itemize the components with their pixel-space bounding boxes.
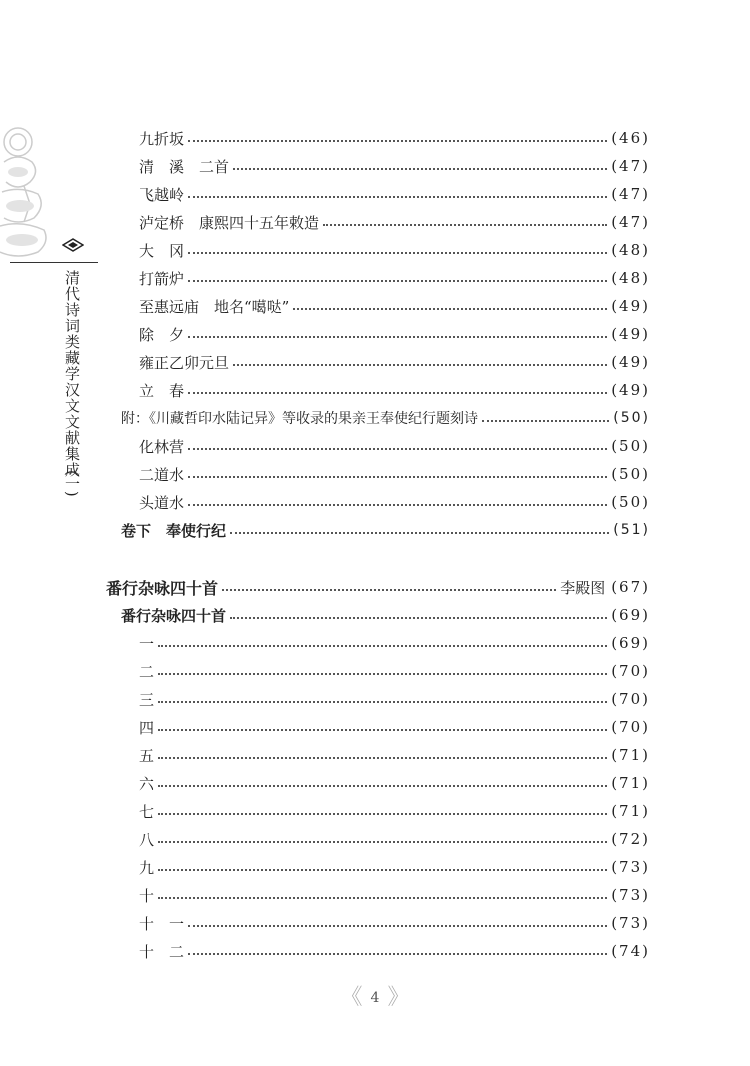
dot-leader xyxy=(230,617,607,619)
dot-leader xyxy=(158,645,607,647)
entry-page: (73) xyxy=(611,858,650,876)
entry-title: 番行杂咏四十首 xyxy=(121,606,227,625)
entry-title: 雍正乙卯元旦 xyxy=(139,353,230,372)
entry-page: (50) xyxy=(611,465,650,483)
entry-page: (49) xyxy=(611,297,650,315)
toc-entry[interactable] xyxy=(139,828,650,850)
dot-leader xyxy=(188,504,607,506)
entry-title: 十 二 xyxy=(139,942,185,961)
entry-page: (51) xyxy=(613,522,650,538)
entry-page: (50) xyxy=(611,437,650,455)
series-title: 清代诗词类藏学汉文文献集成 xyxy=(63,270,81,478)
toc-entry[interactable] xyxy=(139,127,650,149)
dot-leader xyxy=(188,280,607,282)
side-divider xyxy=(10,262,98,263)
entry-page: (71) xyxy=(611,746,650,764)
page-folio xyxy=(340,986,410,1010)
entry-page: (49) xyxy=(611,353,650,371)
dot-leader xyxy=(188,392,607,394)
entry-title: 至惠远庙 地名“噶哒” xyxy=(139,297,290,316)
section-title: 番行杂咏四十首 xyxy=(106,578,219,598)
entry-title: 三 xyxy=(139,690,155,709)
dot-leader xyxy=(188,336,607,338)
dot-leader xyxy=(158,785,607,787)
dot-leader xyxy=(158,729,607,731)
toc-section-heading[interactable] xyxy=(106,576,650,598)
toc-entry[interactable] xyxy=(139,940,650,962)
entry-page: (50) xyxy=(613,410,650,426)
entry-title: 大 冈 xyxy=(139,241,185,260)
entry-title: 七 xyxy=(139,802,155,821)
toc-entry[interactable] xyxy=(139,772,650,794)
entry-page: (72) xyxy=(611,830,650,848)
entry-title: 十 xyxy=(139,886,155,905)
entry-page: (70) xyxy=(611,690,650,708)
dot-leader xyxy=(158,841,607,843)
entry-page: (47) xyxy=(611,157,650,175)
toc-entry[interactable] xyxy=(139,716,650,738)
dot-leader xyxy=(482,420,609,422)
entry-title: 清 溪 二首 xyxy=(139,157,230,176)
entry-page: (48) xyxy=(611,241,650,259)
chevron-right-ornament-icon: 》 xyxy=(387,985,410,1010)
dot-leader xyxy=(293,308,607,310)
dot-leader xyxy=(233,168,607,170)
entry-title: 九折坂 xyxy=(139,129,185,148)
entry-title: 八 xyxy=(139,830,155,849)
toc-entry[interactable] xyxy=(139,295,650,317)
entry-page: (70) xyxy=(611,718,650,736)
entry-page: (71) xyxy=(611,802,650,820)
dot-leader xyxy=(158,673,607,675)
page-number: 4 xyxy=(370,990,380,1006)
entry-page: (50) xyxy=(611,493,650,511)
volume-label: (一) xyxy=(63,470,81,497)
dot-leader xyxy=(222,589,556,591)
toc-entry[interactable] xyxy=(139,183,650,205)
toc-entry[interactable] xyxy=(139,688,650,710)
entry-title: 除 夕 xyxy=(139,325,185,344)
dot-leader xyxy=(188,252,607,254)
toc-entry[interactable] xyxy=(139,379,650,401)
entry-title: 化林营 xyxy=(139,437,185,456)
toc-entry[interactable] xyxy=(139,884,650,906)
dot-leader xyxy=(323,224,607,226)
dot-leader xyxy=(188,448,607,450)
dot-leader xyxy=(158,869,607,871)
entry-title: 六 xyxy=(139,774,155,793)
dot-leader xyxy=(233,364,607,366)
entry-page: (73) xyxy=(611,886,650,904)
entry-title: 打箭炉 xyxy=(139,269,185,288)
toc-entry[interactable] xyxy=(139,491,650,513)
entry-title: 一 xyxy=(139,634,155,653)
toc-entry[interactable] xyxy=(139,155,650,177)
entry-page: (48) xyxy=(611,269,650,287)
entry-title: 飞越岭 xyxy=(139,185,185,204)
section-author: 李殿图 xyxy=(560,578,606,597)
dot-leader xyxy=(188,953,607,955)
toc-entry[interactable] xyxy=(139,744,650,766)
entry-page: (69) xyxy=(611,606,650,624)
entry-page: (69) xyxy=(611,634,650,652)
toc-entry[interactable] xyxy=(139,239,650,261)
dot-leader xyxy=(230,532,609,534)
entry-title: 卷下 奉使行纪 xyxy=(121,521,227,540)
toc-entry[interactable] xyxy=(139,856,650,878)
dot-leader xyxy=(188,140,607,142)
toc-entry[interactable] xyxy=(139,660,650,682)
dot-leader xyxy=(158,813,607,815)
diamond-ornament-icon xyxy=(62,238,84,252)
entry-title: 四 xyxy=(139,718,155,737)
entry-page: (73) xyxy=(611,914,650,932)
toc-entry[interactable] xyxy=(139,211,650,233)
toc-subsection[interactable] xyxy=(121,604,650,626)
entry-page: (70) xyxy=(611,662,650,680)
toc-entry-juan[interactable] xyxy=(121,519,650,541)
entry-page: (67) xyxy=(611,578,650,596)
entry-page: (49) xyxy=(611,325,650,343)
entry-page: (49) xyxy=(611,381,650,399)
entry-title: 头道水 xyxy=(139,493,185,512)
toc-entry[interactable] xyxy=(139,323,650,345)
toc-entry[interactable] xyxy=(139,267,650,289)
dot-leader xyxy=(188,925,607,927)
toc-entry[interactable] xyxy=(139,351,650,373)
toc-entry[interactable] xyxy=(139,463,650,485)
dot-leader xyxy=(158,757,607,759)
entry-title: 二 xyxy=(139,662,155,681)
toc-entry[interactable] xyxy=(139,435,650,457)
entry-title: 附：《川藏哲印水陆记异》等收录的果亲王奉使纪行题刻诗 xyxy=(121,411,478,427)
dot-leader xyxy=(188,476,607,478)
dot-leader xyxy=(188,196,607,198)
entry-title: 二道水 xyxy=(139,465,185,484)
entry-page: (47) xyxy=(611,185,650,203)
entry-page: (71) xyxy=(611,774,650,792)
toc-entry[interactable] xyxy=(139,800,650,822)
entry-title: 泸定桥 康熙四十五年敕造 xyxy=(139,213,320,232)
entry-title: 十 一 xyxy=(139,914,185,933)
entry-title: 立 春 xyxy=(139,381,185,400)
entry-title: 五 xyxy=(139,746,155,765)
entry-page: (46) xyxy=(611,129,650,147)
entry-page: (47) xyxy=(611,213,650,231)
dot-leader xyxy=(158,897,607,899)
toc-entry[interactable] xyxy=(139,632,650,654)
toc-entry[interactable] xyxy=(139,912,650,934)
entry-title: 九 xyxy=(139,858,155,877)
entry-page: (74) xyxy=(611,942,650,960)
toc-entry-appendix[interactable] xyxy=(121,407,650,429)
chevron-left-ornament-icon: 《 xyxy=(340,985,363,1010)
dot-leader xyxy=(158,701,607,703)
